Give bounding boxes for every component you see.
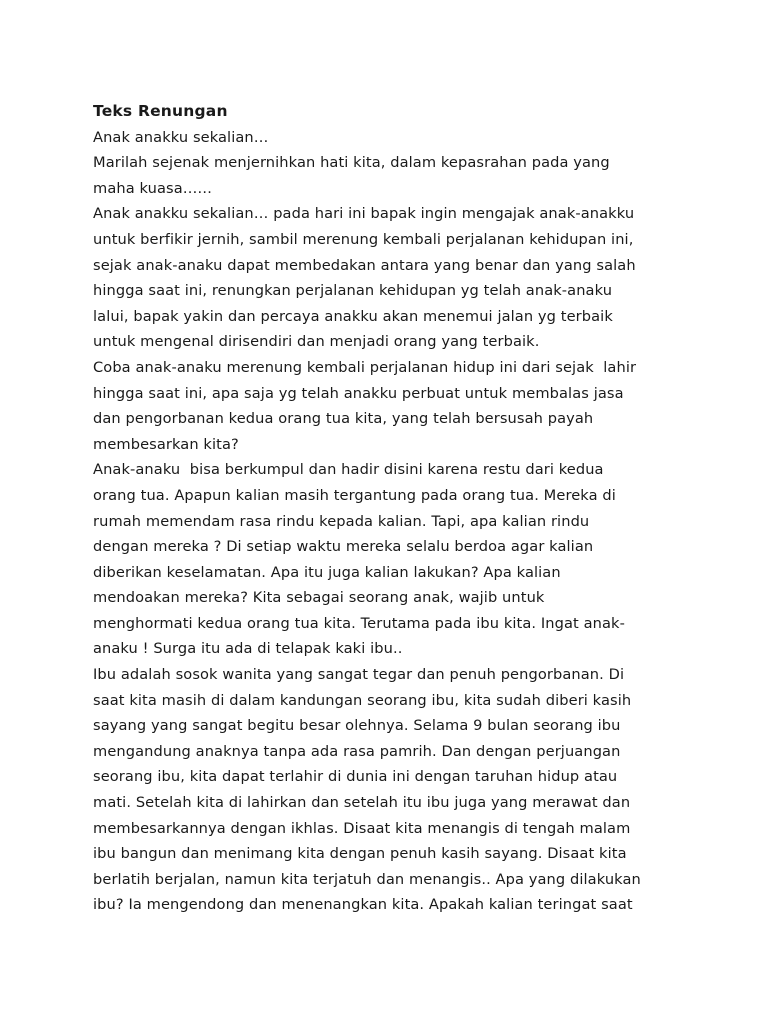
line-8: lalui, bapak yakin dan percaya anakku akan menemui jalan yg terbaik (93, 307, 613, 325)
line-1: Anak anakku sekalian… (93, 128, 269, 146)
line-7: hingga saat ini, renungkan perjalanan kehidupan yg telah anak-anaku (93, 282, 613, 300)
line-29: ibu bangun dan menimang kita dengan penuh kasih sayang. Disaat kita (93, 845, 627, 863)
line-28: membesarkannya dengan ikhlas. Disaat kita menangis di tengah malam (93, 819, 631, 837)
line-31: ibu? Ia mengendong dan menenangkan kita. Apakah kalian teringat saat (93, 896, 633, 914)
line-10: Coba anak-anaku merenung kembali perjalanan hidup ini dari sejak lahir (93, 358, 637, 376)
line-12: dan pengorbanan kedua orang tua kita, yang telah bersusah payah (93, 410, 594, 428)
line-24: sayang yang sangat begitu besar olehnya. Selama 9 bulan seorang ibu (93, 717, 621, 735)
line-21: anaku ! Surga itu ada di telapak kaki ibu.. (93, 640, 403, 658)
line-6: sejak anak-anaku dapat membedakan antara yang benar dan yang salah (93, 256, 636, 274)
line-3: maha kuasa…… (93, 179, 213, 197)
line-19: mendoakan mereka? Kita sebagai seorang anak, wajib untuk (93, 589, 545, 607)
line-23: saat kita masih di dalam kandungan seorang ibu, kita sudah diberi kasih (93, 691, 632, 709)
line-26: seorang ibu, kita dapat terlahir di dunia ini dengan taruhan hidup atau (93, 768, 618, 786)
line-27: mati. Setelah kita di lahirkan dan setelah itu ibu juga yang merawat dan (93, 794, 631, 812)
line-15: orang tua. Apapun kalian masih tergantung pada orang tua. Mereka di (93, 486, 616, 504)
line-16: rumah memendam rasa rindu kepada kalian. Tapi, apa kalian rindu (93, 512, 590, 530)
line-20: menghormati kedua orang tua kita. Terutama pada ibu kita. Ingat anak- (93, 614, 625, 632)
line-5: untuk berfikir jernih, sambil merenung kembali perjalanan kehidupan ini, (93, 230, 634, 248)
line-2: Marilah sejenak menjernihkan hati kita, dalam kepasrahan pada yang (93, 154, 610, 172)
document-title: Teks Renungan (93, 102, 228, 120)
line-9: untuk mengenal dirisendiri dan menjadi orang yang terbaik. (93, 333, 540, 351)
line-13: membesarkan kita? (93, 435, 239, 453)
line-18: diberikan keselamatan. Apa itu juga kalian lakukan? Apa kalian (93, 563, 561, 581)
document-body (93, 99, 683, 918)
line-25: mengandung anaknya tanpa ada rasa pamrih. Dan dengan perjuangan (93, 742, 621, 760)
line-4: Anak anakku sekalian… pada hari ini bapak ingin mengajak anak-anakku (93, 205, 635, 223)
line-30: berlatih berjalan, namun kita terjatuh dan menangis.. Apa yang dilakukan (93, 870, 641, 888)
line-22: Ibu adalah sosok wanita yang sangat tegar dan penuh pengorbanan. Di (93, 666, 625, 684)
line-11: hingga saat ini, apa saja yg telah anakku perbuat untuk membalas jasa (93, 384, 624, 402)
line-14: Anak-anaku bisa berkumpul dan hadir disini karena restu dari kedua (93, 461, 604, 479)
line-17: dengan mereka ? Di setiap waktu mereka selalu berdoa agar kalian (93, 538, 594, 556)
